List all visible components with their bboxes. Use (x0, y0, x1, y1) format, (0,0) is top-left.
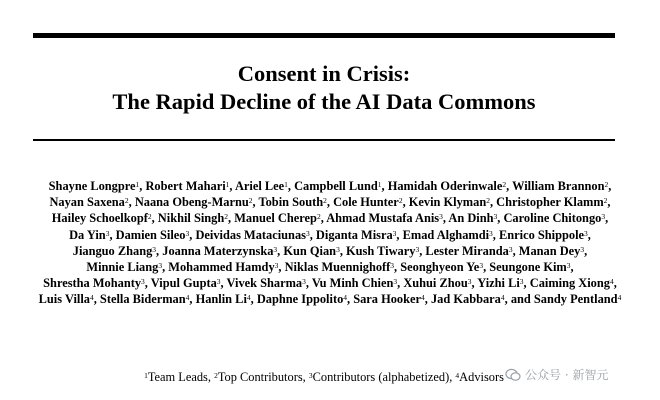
affiliation-mark: 4 (185, 293, 190, 303)
affiliation-mark: 3 (580, 244, 585, 254)
legend-label: Contributors (alphabetized) (312, 370, 450, 384)
affiliation-mark: 2 (398, 196, 403, 206)
top-rule (33, 33, 615, 38)
author-name (333, 195, 402, 209)
author-name (116, 228, 190, 242)
author-name-text: Cole Hunter (333, 195, 399, 210)
author-name-text: Xuhui Zhou (403, 276, 468, 291)
affiliation-mark: 2 (502, 180, 507, 189)
author-name (326, 211, 443, 225)
author-name-text: Vivek Sharma (226, 276, 303, 291)
affiliation-mark: 4 (617, 293, 622, 303)
author-name-text: Luis Villa (38, 292, 90, 307)
author-name-text: Niklas Muennighoff (284, 260, 391, 275)
author-name (409, 195, 490, 209)
author-name (499, 228, 588, 242)
author-name-text: Nikhil Singh (157, 211, 225, 226)
author-name-text: Daphne Ippolito (256, 292, 344, 307)
author-name-text: Yizhi Li (477, 276, 520, 291)
author-name-text: Campbell Lund (294, 179, 378, 193)
author-name-text: Sandy Pentland (533, 292, 618, 307)
author-name (530, 276, 614, 290)
affiliation-mark: 2 (248, 196, 253, 206)
author-name (489, 260, 570, 274)
affiliation-mark: 4 (609, 277, 614, 287)
author-name-text: Sara Hooker (353, 292, 422, 307)
author-name-text: Tobin South (258, 195, 324, 210)
author-name-text: Kevin Klyman (408, 195, 487, 210)
author-name (135, 195, 253, 209)
affiliation-mark: 3 (479, 261, 484, 271)
author-name-text: Diganta Misra (315, 227, 393, 242)
affiliation-mark: 3 (158, 261, 163, 271)
affiliation-mark: 2 (323, 196, 327, 206)
paper-title (33, 60, 615, 116)
author-name (258, 195, 326, 209)
author-name-text: Christopher Klamm (496, 195, 604, 210)
affiliation-mark: 3 (141, 277, 145, 287)
author-name-text: Caiming Xiong (529, 276, 610, 291)
affiliation-mark: 3 (105, 228, 110, 238)
author-name (195, 228, 309, 242)
author-name (49, 179, 140, 193)
author-name-text: Joanna Materzynska (162, 243, 274, 258)
author-name (196, 292, 251, 306)
author-name-text: Mohammed Hamdy (168, 260, 275, 275)
author-name (353, 292, 425, 306)
author-name (227, 276, 306, 290)
author-name (39, 292, 94, 306)
affiliation-mark: 4 (343, 293, 348, 303)
affiliation-mark: 1 (284, 180, 288, 189)
author-name (403, 276, 471, 290)
affiliation-mark: 3 (584, 228, 588, 238)
author-name-text: Kun Qian (283, 243, 337, 258)
affiliation-mark: 3 (390, 261, 395, 271)
author-name (168, 260, 278, 274)
author-name (534, 292, 621, 306)
author-name-text: An Dinh (448, 211, 494, 226)
author-name (52, 211, 152, 225)
affiliation-mark: 2 (124, 196, 129, 206)
affiliation-mark: 3 (392, 228, 397, 238)
author-name-text: Vu Minh Chien (311, 276, 394, 291)
author-name (496, 195, 607, 209)
author-name (294, 179, 381, 193)
author-name-text: Deividas Mataciunas (195, 227, 306, 242)
author-name-text: Lester Miranda (425, 243, 509, 258)
watermark-text: 公众号 · 新智元 (525, 368, 609, 382)
affiliation-mark: 2 (224, 212, 229, 222)
author-name-text: Hamidah Oderinwale (387, 179, 503, 193)
author-name-text: Hanlin Li (195, 292, 247, 307)
legend-mark: 1 (144, 371, 148, 380)
author-name-text: Manuel Cherep (234, 211, 317, 226)
author-name-text: Shayne Longpre (48, 179, 136, 193)
affiliation-mark: 3 (508, 244, 513, 254)
author-name (162, 244, 277, 258)
legend-mark: 4 (455, 371, 460, 380)
author-name (257, 292, 347, 306)
author-name (503, 211, 605, 225)
author-name (388, 179, 506, 193)
affiliation-mark: 3 (336, 244, 340, 254)
affiliation-mark: 1 (377, 180, 382, 189)
author-name (235, 179, 288, 193)
author-name (145, 179, 229, 193)
affiliation-mark: 3 (415, 244, 420, 254)
author-name (69, 228, 109, 242)
legend-mark: 3 (308, 371, 313, 380)
author-name-text: Da Yin (69, 227, 106, 242)
author-name (283, 244, 339, 258)
author-name (234, 211, 320, 225)
watermark (505, 366, 608, 383)
author-name (519, 244, 584, 258)
author-name-text: Seonghyeon Ye (400, 260, 480, 275)
author-name (151, 276, 221, 290)
affiliation-mark: 3 (467, 277, 472, 287)
author-name (477, 276, 523, 290)
bottom-rule (33, 139, 615, 141)
title-line-2: The Rapid Decline of the AI Data Commons (112, 89, 536, 114)
affiliation-mark: 3 (393, 277, 398, 287)
author-name (100, 292, 189, 306)
author-name-text: Ariel Lee (234, 179, 285, 193)
affiliation-mark: 3 (566, 261, 571, 271)
author-name-text: Nayan Saxena (49, 195, 125, 210)
author-name (403, 228, 493, 242)
affiliation-mark: 3 (305, 228, 310, 238)
affiliation-mark: 3 (439, 212, 443, 222)
author-name-text: Enrico Shippole (499, 227, 585, 242)
author-name-text: Shrestha Mohanty (43, 276, 142, 291)
affiliation-mark: 3 (519, 277, 524, 287)
author-name (316, 228, 397, 242)
affiliation-mark: 2 (486, 196, 490, 206)
title-line-1: Consent in Crisis: (237, 61, 411, 86)
author-name-text: Minnie Liang (86, 260, 159, 275)
legend-label: Advisors (459, 370, 504, 384)
affiliation-mark: 3 (216, 277, 221, 287)
author-list: Shayne Longpre$^1$, Robert Mahari$^1$, Ariel Lee$^1$, Campbell Lund$^1$, Hamidah Oderinwale$^2$, William Brannon$^2$, Nayan Saxena$^2$, Naana Obeng-Marnu$^2$, Tobin South$^2$, Cole Hunter$^2$, Kevin Klyman$^2$, Christopher Klamm$^2$, Hailey Schoelkopf$^2$, Nikhil Singh$^2$, Manuel Cherep$^2$, Ahmad Mustafa Anis$^3$, An Dinh$^3$, Caroline Chitongo$^3$, Da Yin$^3$, Damien Sileo$^3$, Deividas Mataciunas$^3$, Diganta Misra$^3$, Emad Alghamdi$^3$, Enrico Shippole$^3$, Jianguo Zhang$^3$, Joanna Materzynska$^3$, Kun Qian$^3$, Kush Tiwary$^3$, Lester Miranda$^3$, Manan Dey$^3$, Minnie Liang$^3$, Mohammed Hamdy$^3$, Niklas Muennighoff$^3$, Seonghyeon Ye$^3$, Seungone Kim$^3$, Shrestha Mohanty$^3$, Vipul Gupta$^3$, Vivek Sharma$^3$, Vu Minh Chien$^3$, Xuhui Zhou$^3$, Yizhi Li$^3$, Caiming Xiong$^4$, Luis Villa$^4$, Stella Biderman$^4$, Hanlin Li$^4$, Daphne Ippolito$^4$, Sara Hooker$^4$, Jad Kabbara$^4$, and Sandy Pentland$^4$ (38, 179, 622, 307)
author-name (86, 260, 162, 274)
author-name-text: Jad Kabbara (430, 292, 501, 307)
author-name-text: William Brannon (512, 179, 605, 193)
affiliation-mark: 3 (489, 228, 493, 238)
author-name-text: Naana Obeng-Marnu (134, 195, 249, 210)
affiliation-mark: 2 (603, 196, 608, 206)
legend-label: Team Leads (147, 370, 208, 384)
author-name-text: Seungone Kim (489, 260, 567, 275)
author-name (448, 211, 497, 225)
author-name-text: Robert Mahari (145, 179, 226, 193)
affiliation-mark: 3 (493, 212, 498, 222)
author-name (512, 179, 608, 193)
affiliation-mark: 4 (421, 293, 425, 303)
affiliation-mark: 3 (274, 261, 279, 271)
author-name (49, 195, 128, 209)
affiliation-mark: 2 (604, 180, 609, 189)
author-name-text: Vipul Gupta (150, 276, 217, 291)
affiliation-mark: 3 (152, 244, 157, 254)
affiliation-mark: 4 (246, 293, 251, 303)
affiliation-mark: 1 (135, 180, 140, 189)
legend-mark: 2 (214, 371, 218, 380)
author-name-text: Jianguo Zhang (72, 243, 153, 258)
affiliation-mark: 3 (185, 228, 190, 238)
affiliation-mark: 3 (601, 212, 606, 222)
affiliation-mark: 2 (316, 212, 321, 222)
author-name (400, 260, 483, 274)
author-name-text: Kush Tiwary (346, 243, 416, 258)
wechat-icon (505, 368, 521, 382)
author-name-text: Stella Biderman (99, 292, 186, 307)
author-name (431, 292, 505, 306)
author-name-text: Caroline Chitongo (503, 211, 602, 226)
author-name (43, 276, 145, 290)
legend-label: Top Contributors (217, 370, 303, 384)
author-name (346, 244, 419, 258)
author-name-text: Hailey Schoelkopf (51, 211, 148, 226)
affiliation-mark: 3 (302, 277, 306, 287)
author-name-text: Manan Dey (518, 243, 581, 258)
author-name (312, 276, 397, 290)
author-name (425, 244, 512, 258)
affiliation-mark: 4 (500, 293, 505, 303)
author-name-text: Damien Sileo (115, 227, 186, 242)
affiliation-mark: 4 (89, 293, 94, 303)
author-name (73, 244, 156, 258)
author-name-text: Emad Alghamdi (402, 227, 490, 242)
author-name (285, 260, 394, 274)
author-name (158, 211, 228, 225)
affiliation-mark: 2 (147, 212, 152, 222)
author-name-text: Ahmad Mustafa Anis (326, 211, 440, 226)
affiliation-mark: 1 (225, 180, 230, 189)
affiliation-legend: $^1$Team Leads, $^2$Top Contributors, $^3$Contributors (alphabetized), $^4$Advisors (144, 370, 504, 384)
affiliation-mark: 3 (273, 244, 278, 254)
